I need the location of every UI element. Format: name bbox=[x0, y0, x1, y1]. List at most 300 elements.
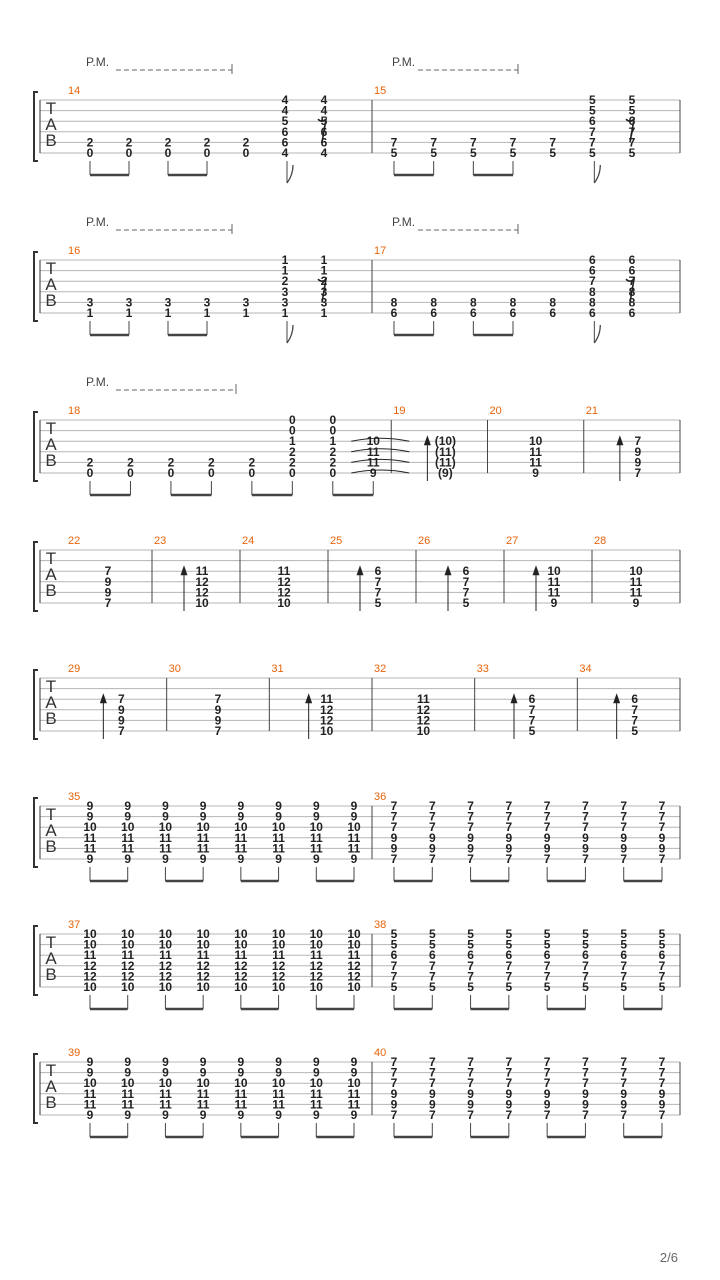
fret-number: 5 bbox=[658, 937, 666, 952]
fret-number: 7 bbox=[117, 692, 125, 707]
fret-number: 5 bbox=[430, 146, 438, 160]
stroke-arrow-head bbox=[357, 565, 364, 575]
fret-number: 11 bbox=[159, 948, 172, 963]
fret-number: 11 bbox=[83, 1097, 97, 1112]
fret-number: 5 bbox=[390, 927, 398, 941]
fret-number: 12 bbox=[234, 969, 248, 984]
fret-number: 5 bbox=[628, 146, 636, 160]
fret-number: 6 bbox=[620, 948, 628, 963]
fret-number: 5 bbox=[467, 937, 474, 952]
fret-number: 9 bbox=[86, 1065, 94, 1080]
fret-number: 11 bbox=[309, 1086, 323, 1101]
fret-number: 5 bbox=[620, 937, 628, 952]
tab-clef-letter: T bbox=[45, 259, 57, 278]
fret-number: 7 bbox=[505, 958, 513, 973]
fret-number: 5 bbox=[281, 114, 289, 129]
fret-number: 9 bbox=[369, 466, 377, 480]
fret-number: 10 bbox=[309, 980, 323, 994]
fret-number: 11 bbox=[366, 455, 380, 470]
fret-number: 1 bbox=[329, 434, 337, 449]
fret-number: 7 bbox=[428, 969, 436, 984]
fret-number: 5 bbox=[467, 927, 474, 941]
fret-number: 5 bbox=[658, 980, 666, 994]
fret-number: 9 bbox=[86, 1108, 94, 1122]
fret-number: 11 bbox=[272, 1097, 285, 1112]
fret-number: 10 bbox=[196, 820, 210, 835]
fret-number: 12 bbox=[309, 958, 323, 973]
fret-number: 2 bbox=[248, 455, 256, 470]
fret-number: 7 bbox=[505, 1108, 513, 1122]
fret-number: 7 bbox=[620, 1108, 628, 1122]
fret-number: 5 bbox=[588, 103, 596, 118]
fret-number: 5 bbox=[390, 146, 398, 160]
fret-number: 11 bbox=[195, 564, 209, 579]
stroke-arrow-head bbox=[613, 693, 620, 703]
fret-number: 7 bbox=[428, 1076, 436, 1091]
tab-clef-letter: T bbox=[45, 549, 57, 568]
fret-number: 11 bbox=[347, 1097, 361, 1112]
fret-number: 9 bbox=[620, 1097, 628, 1112]
fret-number: 7 bbox=[620, 969, 628, 984]
fret-number: 10 bbox=[121, 937, 135, 952]
fret-number: 10 bbox=[271, 820, 286, 835]
fret-number: 7 bbox=[505, 1076, 513, 1091]
fret-number: 9 bbox=[582, 1097, 589, 1112]
fret-number: 6 bbox=[320, 124, 328, 139]
fret-number: 12 bbox=[83, 969, 97, 984]
fret-number: 9 bbox=[237, 1065, 245, 1080]
system-bracket bbox=[34, 798, 38, 867]
measure-number: 21 bbox=[585, 405, 598, 417]
fret-number: 7 bbox=[467, 809, 474, 824]
fret-number: 10 bbox=[416, 724, 431, 738]
fret-number: 9 bbox=[86, 809, 94, 824]
fret-number: 7 bbox=[390, 1055, 398, 1069]
system-bracket bbox=[34, 92, 38, 161]
fret-number: (9) bbox=[438, 466, 453, 480]
tab-clef-letter: A bbox=[45, 565, 57, 584]
fret-number: 1 bbox=[288, 434, 296, 449]
tab-system bbox=[34, 919, 680, 1009]
measure-number: 18 bbox=[68, 405, 81, 417]
fret-number: 2 bbox=[167, 455, 175, 470]
fret-number: 12 bbox=[121, 958, 135, 973]
fret-number: 7 bbox=[658, 969, 666, 984]
fret-number: 8 bbox=[469, 295, 477, 310]
fret-number: 5 bbox=[543, 937, 551, 952]
fret-number: 0 bbox=[242, 146, 250, 160]
fret-number: 10 bbox=[121, 820, 135, 835]
fret-number: 7 bbox=[462, 574, 470, 589]
measure-number: 38 bbox=[374, 919, 387, 931]
fret-number: (10) bbox=[434, 434, 457, 449]
fret-number: 3 bbox=[320, 284, 328, 299]
fret-number: 9 bbox=[543, 830, 551, 845]
fret-number: 7 bbox=[390, 1076, 398, 1091]
fret-number: 2 bbox=[329, 455, 337, 470]
fret-number: 3 bbox=[86, 295, 94, 310]
fret-number: 7 bbox=[588, 124, 596, 139]
fret-number: 5 bbox=[428, 927, 436, 941]
fret-number: 5 bbox=[543, 927, 551, 941]
fret-number: 6 bbox=[390, 306, 398, 320]
fret-number: 7 bbox=[628, 135, 636, 150]
fret-number: 7 bbox=[505, 1065, 513, 1080]
fret-number: 7 bbox=[467, 1108, 474, 1122]
fret-number: 10 bbox=[196, 1076, 210, 1091]
tab-system bbox=[34, 791, 680, 881]
fret-number: 6 bbox=[509, 306, 517, 320]
fret-number: 5 bbox=[628, 93, 636, 107]
fret-number: 9 bbox=[658, 841, 666, 856]
palm-mute-label: P.M. bbox=[86, 375, 110, 389]
fret-number: 12 bbox=[196, 958, 210, 973]
fret-number: 10 bbox=[196, 937, 210, 952]
fret-number: 9 bbox=[237, 799, 245, 813]
fret-number: 11 bbox=[234, 1086, 248, 1101]
fret-number: 7 bbox=[628, 274, 636, 289]
fret-number: 6 bbox=[543, 948, 551, 963]
palm-mute-label: P.M. bbox=[86, 55, 110, 69]
fret-number: 10 bbox=[319, 724, 334, 738]
fret-number: 4 bbox=[281, 103, 289, 118]
fret-number: 9 bbox=[86, 799, 94, 813]
fret-number: 9 bbox=[237, 852, 245, 866]
fret-number: 9 bbox=[104, 585, 112, 600]
measure-number: 29 bbox=[68, 663, 81, 675]
fret-number: 7 bbox=[505, 969, 513, 984]
fret-number: 6 bbox=[588, 114, 596, 129]
fret-number: 7 bbox=[428, 809, 436, 824]
fret-number: 8 bbox=[628, 284, 636, 299]
fret-number: 3 bbox=[281, 284, 289, 299]
fret-number: 6 bbox=[374, 564, 382, 579]
stroke-arrow-head bbox=[533, 565, 540, 575]
measure-number: 14 bbox=[68, 85, 81, 97]
tab-system bbox=[34, 215, 680, 343]
fret-number: 1 bbox=[164, 306, 172, 320]
fret-number: 2 bbox=[125, 135, 133, 150]
measure-number: 39 bbox=[68, 1047, 81, 1059]
fret-number: 7 bbox=[658, 1055, 666, 1069]
fret-number: 6 bbox=[462, 564, 470, 579]
fret-number: 5 bbox=[588, 146, 596, 160]
fret-number: 4 bbox=[281, 146, 289, 160]
fret-number: 10 bbox=[347, 980, 361, 994]
fret-number: 7 bbox=[390, 809, 398, 824]
fret-number: 10 bbox=[271, 927, 286, 941]
fret-number: 7 bbox=[469, 135, 477, 150]
fret-number: 10 bbox=[196, 980, 210, 994]
fret-number: 7 bbox=[634, 434, 642, 449]
tab-clef-letter: B bbox=[45, 581, 57, 600]
fret-number: 6 bbox=[505, 948, 513, 963]
fret-number: 10 bbox=[271, 1076, 286, 1091]
fret-number: 9 bbox=[162, 1055, 169, 1069]
fret-number: 9 bbox=[550, 596, 558, 610]
fret-number: 12 bbox=[121, 969, 135, 984]
note-flag bbox=[287, 165, 293, 183]
fret-number: 9 bbox=[350, 809, 358, 824]
fret-number: 7 bbox=[543, 1108, 551, 1122]
fret-number: 7 bbox=[620, 799, 628, 813]
fret-number: 5 bbox=[549, 146, 557, 160]
fret-number: 11 bbox=[159, 841, 172, 856]
fret-number: 10 bbox=[629, 564, 643, 579]
fret-number: 7 bbox=[390, 135, 398, 150]
fret-number: 9 bbox=[390, 1086, 398, 1101]
fret-number: 7 bbox=[467, 1065, 474, 1080]
fret-number: 11 bbox=[83, 830, 97, 845]
fret-number: 9 bbox=[350, 1065, 358, 1080]
measure-number: 22 bbox=[68, 535, 81, 547]
fret-number: 10 bbox=[309, 1076, 323, 1091]
fret-number: 10 bbox=[83, 820, 97, 835]
fret-number: 9 bbox=[428, 841, 436, 856]
fret-number: 6 bbox=[658, 948, 666, 963]
fret-number: 1 bbox=[86, 306, 94, 320]
fret-number: 8 bbox=[549, 295, 557, 310]
fret-number: 7 bbox=[390, 820, 398, 835]
fret-number: 11 bbox=[234, 948, 248, 963]
fret-number: 1 bbox=[281, 253, 289, 267]
fret-number: 7 bbox=[620, 1065, 628, 1080]
fret-number: 9 bbox=[582, 830, 589, 845]
fret-number: 9 bbox=[634, 455, 642, 470]
fret-number: 9 bbox=[199, 1108, 207, 1122]
fret-number: 7 bbox=[582, 809, 589, 824]
fret-number: 0 bbox=[288, 423, 296, 438]
fret-number: 10 bbox=[234, 937, 248, 952]
fret-number: 7 bbox=[428, 820, 436, 835]
fret-number: 7 bbox=[467, 820, 474, 835]
fret-number: 10 bbox=[121, 927, 135, 941]
fret-number: 7 bbox=[528, 702, 536, 717]
measure-number: 23 bbox=[154, 535, 167, 547]
fret-number: 9 bbox=[312, 809, 320, 824]
tab-clef-letter: A bbox=[45, 115, 57, 134]
fret-number: 11 bbox=[416, 692, 430, 707]
fret-number: 9 bbox=[199, 1065, 207, 1080]
system-bracket bbox=[34, 670, 38, 739]
fret-number: 11 bbox=[121, 1086, 135, 1101]
fret-number: 5 bbox=[582, 927, 589, 941]
fret-number: 9 bbox=[582, 1086, 589, 1101]
fret-number: 11 bbox=[159, 1097, 172, 1112]
fret-number: 9 bbox=[467, 841, 474, 856]
fret-number: 9 bbox=[104, 574, 112, 589]
fret-number: 11 bbox=[547, 585, 561, 600]
tab-clef-letter: T bbox=[45, 805, 57, 824]
fret-number: 12 bbox=[195, 574, 209, 589]
measure-number: 28 bbox=[594, 535, 607, 547]
fret-number: 7 bbox=[390, 1065, 398, 1080]
fret-number: 7 bbox=[214, 724, 222, 738]
fret-number: 11 bbox=[196, 1097, 210, 1112]
fret-number: 7 bbox=[620, 1055, 628, 1069]
fret-number: 7 bbox=[658, 1076, 666, 1091]
fret-number: 5 bbox=[631, 724, 639, 738]
fret-number: 1 bbox=[320, 263, 328, 278]
fret-number: 12 bbox=[277, 585, 291, 600]
fret-number: 5 bbox=[628, 103, 636, 118]
fret-number: 5 bbox=[509, 146, 517, 160]
fret-number: 5 bbox=[620, 980, 628, 994]
fret-number: 6 bbox=[428, 948, 436, 963]
fret-number: 7 bbox=[631, 713, 639, 728]
fret-number: 5 bbox=[582, 980, 589, 994]
fret-number: 0 bbox=[288, 413, 296, 427]
fret-number: 9 bbox=[124, 1108, 132, 1122]
fret-number: 6 bbox=[631, 692, 639, 707]
fret-number: 8 bbox=[390, 295, 398, 310]
fret-number: 7 bbox=[430, 135, 438, 150]
fret-number: 0 bbox=[329, 423, 337, 438]
fret-number: 10 bbox=[528, 434, 543, 449]
measure-number: 15 bbox=[374, 85, 387, 97]
fret-number: 11 bbox=[234, 830, 248, 845]
fret-number: 9 bbox=[620, 1086, 628, 1101]
fret-number: 12 bbox=[347, 958, 361, 973]
tab-clef-letter: T bbox=[45, 933, 57, 952]
fret-number: 9 bbox=[505, 1086, 513, 1101]
measure-number: 25 bbox=[330, 535, 343, 547]
fret-number: 11 bbox=[629, 574, 643, 589]
fret-number: 5 bbox=[588, 93, 596, 107]
fret-number: 5 bbox=[505, 927, 513, 941]
fret-number: 9 bbox=[632, 596, 640, 610]
fret-number: 5 bbox=[469, 146, 477, 160]
fret-number: 7 bbox=[505, 799, 513, 813]
stroke-arrow-head bbox=[424, 435, 431, 445]
fret-number: 2 bbox=[288, 455, 296, 470]
fret-number: 7 bbox=[543, 820, 551, 835]
fret-number: 7 bbox=[620, 852, 628, 866]
measure-number: 35 bbox=[68, 791, 81, 803]
measure-number: 30 bbox=[168, 663, 181, 675]
fret-number: 3 bbox=[125, 295, 133, 310]
fret-number: 12 bbox=[416, 702, 431, 717]
fret-number: 9 bbox=[390, 1097, 398, 1112]
stroke-arrow-head bbox=[100, 693, 107, 703]
system-bracket bbox=[34, 412, 38, 481]
fret-number: 7 bbox=[467, 852, 474, 866]
fret-number: 7 bbox=[390, 1108, 398, 1122]
fret-number: 8 bbox=[588, 295, 596, 310]
fret-number: 9 bbox=[390, 830, 398, 845]
fret-number: 11 bbox=[529, 455, 542, 470]
fret-number: 7 bbox=[528, 713, 536, 728]
fret-number: 9 bbox=[634, 444, 642, 459]
fret-number: 10 bbox=[195, 596, 209, 610]
fret-number: 7 bbox=[390, 969, 398, 984]
fret-number: 10 bbox=[234, 1076, 248, 1091]
fret-number: 6 bbox=[588, 253, 596, 267]
fret-number: 12 bbox=[158, 958, 173, 973]
fret-number: 11 bbox=[347, 1086, 361, 1101]
fret-number: 1 bbox=[281, 263, 289, 278]
fret-number: 7 bbox=[582, 1055, 589, 1069]
fret-number: 0 bbox=[125, 146, 133, 160]
note-flag bbox=[594, 325, 600, 343]
fret-number: 6 bbox=[528, 692, 536, 707]
fret-number: 10 bbox=[158, 980, 173, 994]
fret-number: 9 bbox=[467, 830, 474, 845]
measure-number: 17 bbox=[374, 245, 387, 257]
fret-number: 9 bbox=[162, 809, 169, 824]
fret-number: 2 bbox=[329, 444, 337, 459]
fret-number: 7 bbox=[390, 852, 398, 866]
fret-number: 11 bbox=[309, 1097, 323, 1112]
fret-number: 11 bbox=[234, 1097, 248, 1112]
fret-number: 0 bbox=[164, 146, 172, 160]
stroke-arrow-head bbox=[511, 693, 518, 703]
fret-number: 10 bbox=[547, 564, 561, 579]
fret-number: 9 bbox=[275, 809, 282, 824]
fret-number: 7 bbox=[634, 466, 642, 480]
fret-number: 10 bbox=[347, 1076, 361, 1091]
fret-number: 9 bbox=[162, 1065, 169, 1080]
fret-number: 7 bbox=[543, 958, 551, 973]
fret-number: 9 bbox=[428, 1086, 436, 1101]
measure-number: 36 bbox=[374, 791, 387, 803]
fret-number: 7 bbox=[582, 1108, 589, 1122]
fret-number: 9 bbox=[275, 1055, 282, 1069]
fret-number: 11 bbox=[196, 1086, 210, 1101]
fret-number: 6 bbox=[628, 306, 636, 320]
fret-number: 4 bbox=[281, 93, 289, 107]
fret-number: 9 bbox=[199, 852, 207, 866]
fret-number: 11 bbox=[547, 574, 561, 589]
measure-number: 40 bbox=[374, 1047, 387, 1059]
fret-number: 2 bbox=[242, 135, 250, 150]
fret-number: 6 bbox=[467, 948, 474, 963]
fret-number: 11 bbox=[347, 841, 361, 856]
fret-number: 12 bbox=[319, 713, 334, 728]
tab-system bbox=[34, 55, 680, 183]
fret-number: 5 bbox=[428, 980, 436, 994]
fret-number: 11 bbox=[366, 444, 380, 459]
fret-number: 5 bbox=[582, 937, 589, 952]
fret-number: 9 bbox=[162, 1108, 169, 1122]
tab-clef-letter: A bbox=[45, 949, 57, 968]
fret-number: 10 bbox=[309, 927, 323, 941]
fret-number: 7 bbox=[428, 958, 436, 973]
fret-number: 9 bbox=[117, 713, 125, 728]
fret-number: 6 bbox=[390, 948, 398, 963]
stroke-arrow-head bbox=[181, 565, 188, 575]
fret-number: 7 bbox=[658, 958, 666, 973]
fret-number: 9 bbox=[237, 1055, 245, 1069]
fret-number: 1 bbox=[125, 306, 133, 320]
fret-number: 11 bbox=[159, 1086, 172, 1101]
fret-number: 0 bbox=[203, 146, 211, 160]
fret-number: 0 bbox=[329, 413, 337, 427]
fret-number: 7 bbox=[505, 1055, 513, 1069]
fret-number: 9 bbox=[199, 809, 207, 824]
fret-number: 9 bbox=[275, 852, 282, 866]
stroke-arrow-head bbox=[445, 565, 452, 575]
fret-number: 11 bbox=[272, 1086, 285, 1101]
fret-number: 9 bbox=[350, 1108, 358, 1122]
fret-number: 10 bbox=[158, 1076, 173, 1091]
fret-number: 6 bbox=[469, 306, 477, 320]
fret-number: 11 bbox=[347, 948, 361, 963]
tab-system bbox=[34, 1047, 680, 1137]
fret-number: 1 bbox=[320, 306, 328, 320]
fret-number: 3 bbox=[203, 295, 211, 310]
tab-clef-letter: T bbox=[45, 99, 57, 118]
